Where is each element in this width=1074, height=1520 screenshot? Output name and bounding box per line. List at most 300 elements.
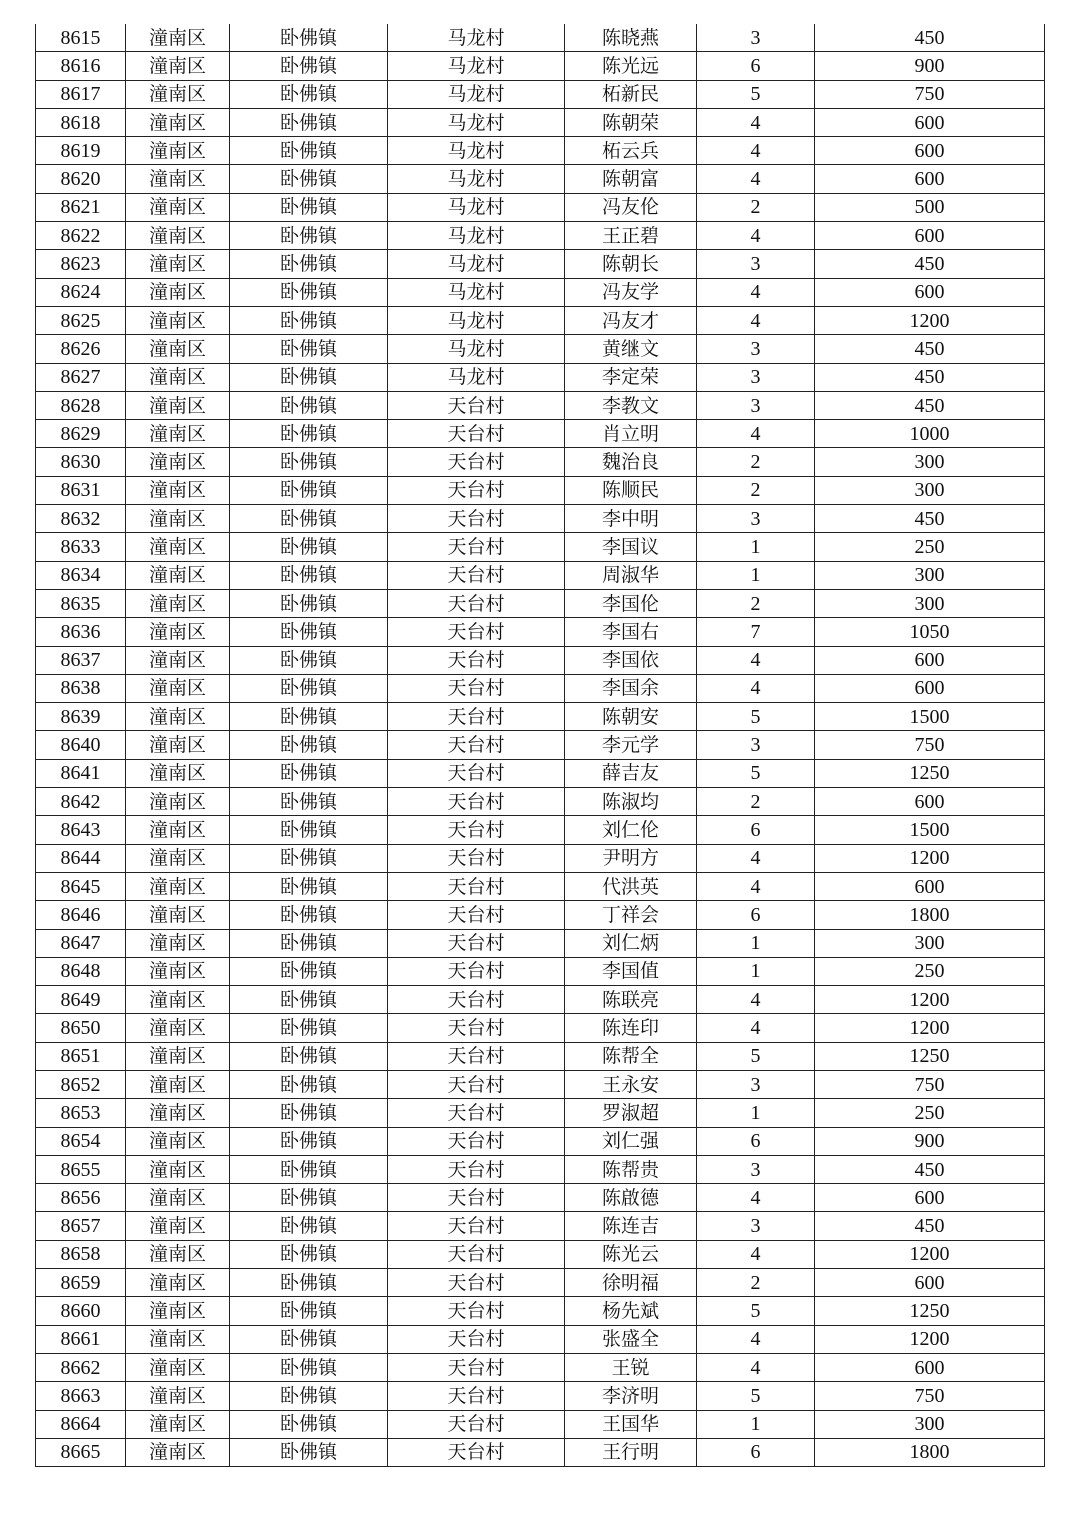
village-cell: 马龙村	[388, 306, 565, 334]
district-cell: 潼南区	[126, 1042, 230, 1070]
village-cell: 天台村	[388, 1240, 565, 1268]
serial-number-cell: 8649	[36, 986, 126, 1014]
household-size-cell: 1	[697, 533, 815, 561]
name-cell: 刘仁伦	[565, 816, 697, 844]
district-cell: 潼南区	[126, 1240, 230, 1268]
district-cell: 潼南区	[126, 872, 230, 900]
amount-cell: 1200	[815, 1325, 1045, 1353]
town-cell: 卧佛镇	[230, 674, 388, 702]
district-cell: 潼南区	[126, 278, 230, 306]
amount-cell: 450	[815, 250, 1045, 278]
village-cell: 天台村	[388, 1155, 565, 1183]
village-cell: 马龙村	[388, 108, 565, 136]
name-cell: 李国议	[565, 533, 697, 561]
household-size-cell: 5	[697, 759, 815, 787]
district-cell: 潼南区	[126, 986, 230, 1014]
table-row	[36, 929, 1045, 957]
name-cell: 王永安	[565, 1070, 697, 1098]
town-cell: 卧佛镇	[230, 476, 388, 504]
village-cell: 天台村	[388, 476, 565, 504]
household-size-cell: 1	[697, 957, 815, 985]
name-cell: 罗淑超	[565, 1099, 697, 1127]
serial-number-cell: 8630	[36, 448, 126, 476]
name-cell: 李国依	[565, 646, 697, 674]
town-cell: 卧佛镇	[230, 929, 388, 957]
name-cell: 陈朝荣	[565, 108, 697, 136]
table-row	[36, 1297, 1045, 1325]
serial-number-cell: 8623	[36, 250, 126, 278]
household-size-cell: 2	[697, 448, 815, 476]
household-size-cell: 2	[697, 193, 815, 221]
town-cell: 卧佛镇	[230, 872, 388, 900]
household-size-cell: 4	[697, 1184, 815, 1212]
serial-number-cell: 8636	[36, 618, 126, 646]
table-row	[36, 872, 1045, 900]
amount-cell: 1200	[815, 844, 1045, 872]
district-cell: 潼南区	[126, 1297, 230, 1325]
village-cell: 天台村	[388, 759, 565, 787]
amount-cell: 300	[815, 1410, 1045, 1438]
table-row	[36, 108, 1045, 136]
household-size-cell: 4	[697, 986, 815, 1014]
village-cell: 天台村	[388, 1212, 565, 1240]
amount-cell: 600	[815, 1269, 1045, 1297]
table-row	[36, 618, 1045, 646]
village-cell: 天台村	[388, 1382, 565, 1410]
amount-cell: 1000	[815, 420, 1045, 448]
serial-number-cell: 8645	[36, 872, 126, 900]
serial-number-cell: 8629	[36, 420, 126, 448]
town-cell: 卧佛镇	[230, 1297, 388, 1325]
serial-number-cell: 8643	[36, 816, 126, 844]
village-cell: 马龙村	[388, 278, 565, 306]
household-size-cell: 3	[697, 1070, 815, 1098]
district-cell: 潼南区	[126, 1184, 230, 1212]
household-size-cell: 6	[697, 1127, 815, 1155]
serial-number-cell: 8652	[36, 1070, 126, 1098]
amount-cell: 600	[815, 1353, 1045, 1381]
table-row	[36, 335, 1045, 363]
name-cell: 代洪英	[565, 872, 697, 900]
amount-cell: 1200	[815, 1240, 1045, 1268]
amount-cell: 1250	[815, 1042, 1045, 1070]
village-cell: 天台村	[388, 448, 565, 476]
table-row	[36, 986, 1045, 1014]
table-row	[36, 1410, 1045, 1438]
serial-number-cell: 8644	[36, 844, 126, 872]
town-cell: 卧佛镇	[230, 80, 388, 108]
amount-cell: 600	[815, 872, 1045, 900]
name-cell: 李国右	[565, 618, 697, 646]
table-row	[36, 1382, 1045, 1410]
amount-cell: 600	[815, 222, 1045, 250]
name-cell: 冯友学	[565, 278, 697, 306]
town-cell: 卧佛镇	[230, 250, 388, 278]
village-cell: 天台村	[388, 929, 565, 957]
village-cell: 天台村	[388, 957, 565, 985]
household-size-cell: 7	[697, 618, 815, 646]
village-cell: 天台村	[388, 674, 565, 702]
name-cell: 李国伦	[565, 589, 697, 617]
village-cell: 天台村	[388, 872, 565, 900]
town-cell: 卧佛镇	[230, 278, 388, 306]
table-row	[36, 1353, 1045, 1381]
district-cell: 潼南区	[126, 363, 230, 391]
table-row	[36, 589, 1045, 617]
town-cell: 卧佛镇	[230, 844, 388, 872]
name-cell: 李中明	[565, 505, 697, 533]
household-size-cell: 4	[697, 165, 815, 193]
district-cell: 潼南区	[126, 108, 230, 136]
amount-cell: 1500	[815, 816, 1045, 844]
village-cell: 天台村	[388, 505, 565, 533]
table-row	[36, 222, 1045, 250]
amount-cell: 600	[815, 137, 1045, 165]
village-cell: 天台村	[388, 731, 565, 759]
serial-number-cell: 8656	[36, 1184, 126, 1212]
table-row	[36, 165, 1045, 193]
district-cell: 潼南区	[126, 391, 230, 419]
household-size-cell: 4	[697, 306, 815, 334]
district-cell: 潼南区	[126, 505, 230, 533]
amount-cell: 450	[815, 24, 1045, 52]
village-cell: 天台村	[388, 986, 565, 1014]
table-row	[36, 533, 1045, 561]
household-size-cell: 5	[697, 1297, 815, 1325]
household-size-cell: 5	[697, 1382, 815, 1410]
village-cell: 天台村	[388, 420, 565, 448]
district-cell: 潼南区	[126, 561, 230, 589]
village-cell: 天台村	[388, 533, 565, 561]
amount-cell: 450	[815, 363, 1045, 391]
district-cell: 潼南区	[126, 1382, 230, 1410]
amount-cell: 1200	[815, 986, 1045, 1014]
town-cell: 卧佛镇	[230, 957, 388, 985]
name-cell: 陈朝长	[565, 250, 697, 278]
district-cell: 潼南区	[126, 929, 230, 957]
table-row	[36, 844, 1045, 872]
village-cell: 天台村	[388, 618, 565, 646]
village-cell: 天台村	[388, 1042, 565, 1070]
serial-number-cell: 8660	[36, 1297, 126, 1325]
village-cell: 天台村	[388, 1353, 565, 1381]
amount-cell: 600	[815, 788, 1045, 816]
amount-cell: 450	[815, 391, 1045, 419]
household-size-cell: 4	[697, 646, 815, 674]
serial-number-cell: 8664	[36, 1410, 126, 1438]
serial-number-cell: 8618	[36, 108, 126, 136]
amount-cell: 600	[815, 108, 1045, 136]
table-row	[36, 703, 1045, 731]
town-cell: 卧佛镇	[230, 1042, 388, 1070]
village-cell: 马龙村	[388, 250, 565, 278]
village-cell: 天台村	[388, 1438, 565, 1466]
serial-number-cell: 8619	[36, 137, 126, 165]
town-cell: 卧佛镇	[230, 618, 388, 646]
village-cell: 天台村	[388, 1070, 565, 1098]
serial-number-cell: 8625	[36, 306, 126, 334]
serial-number-cell: 8616	[36, 52, 126, 80]
serial-number-cell: 8646	[36, 901, 126, 929]
serial-number-cell: 8647	[36, 929, 126, 957]
serial-number-cell: 8634	[36, 561, 126, 589]
serial-number-cell: 8661	[36, 1325, 126, 1353]
town-cell: 卧佛镇	[230, 420, 388, 448]
town-cell: 卧佛镇	[230, 222, 388, 250]
village-cell: 天台村	[388, 816, 565, 844]
amount-cell: 1200	[815, 306, 1045, 334]
village-cell: 马龙村	[388, 363, 565, 391]
name-cell: 陈连印	[565, 1014, 697, 1042]
amount-cell: 1500	[815, 703, 1045, 731]
village-cell: 天台村	[388, 589, 565, 617]
name-cell: 陈顺民	[565, 476, 697, 504]
household-size-cell: 4	[697, 872, 815, 900]
amount-cell: 1250	[815, 1297, 1045, 1325]
name-cell: 黄继文	[565, 335, 697, 363]
serial-number-cell: 8642	[36, 788, 126, 816]
table-row	[36, 448, 1045, 476]
table-row	[36, 1240, 1045, 1268]
table-row	[36, 505, 1045, 533]
district-cell: 潼南区	[126, 788, 230, 816]
town-cell: 卧佛镇	[230, 391, 388, 419]
district-cell: 潼南区	[126, 901, 230, 929]
table-row	[36, 1212, 1045, 1240]
amount-cell: 600	[815, 165, 1045, 193]
town-cell: 卧佛镇	[230, 1438, 388, 1466]
district-cell: 潼南区	[126, 1212, 230, 1240]
serial-number-cell: 8639	[36, 703, 126, 731]
district-cell: 潼南区	[126, 1410, 230, 1438]
village-cell: 马龙村	[388, 335, 565, 363]
town-cell: 卧佛镇	[230, 731, 388, 759]
amount-cell: 300	[815, 448, 1045, 476]
district-cell: 潼南区	[126, 674, 230, 702]
town-cell: 卧佛镇	[230, 165, 388, 193]
name-cell: 陈啟德	[565, 1184, 697, 1212]
household-size-cell: 1	[697, 561, 815, 589]
name-cell: 魏治良	[565, 448, 697, 476]
name-cell: 周淑华	[565, 561, 697, 589]
district-cell: 潼南区	[126, 1325, 230, 1353]
household-size-cell: 1	[697, 1099, 815, 1127]
household-size-cell: 3	[697, 335, 815, 363]
table-row	[36, 561, 1045, 589]
serial-number-cell: 8658	[36, 1240, 126, 1268]
roster-body	[36, 24, 1045, 1467]
name-cell: 丁祥会	[565, 901, 697, 929]
household-size-cell: 4	[697, 1240, 815, 1268]
serial-number-cell: 8633	[36, 533, 126, 561]
district-cell: 潼南区	[126, 533, 230, 561]
serial-number-cell: 8626	[36, 335, 126, 363]
town-cell: 卧佛镇	[230, 306, 388, 334]
village-cell: 天台村	[388, 646, 565, 674]
town-cell: 卧佛镇	[230, 1325, 388, 1353]
amount-cell: 600	[815, 1184, 1045, 1212]
household-size-cell: 3	[697, 391, 815, 419]
district-cell: 潼南区	[126, 1014, 230, 1042]
name-cell: 李国余	[565, 674, 697, 702]
town-cell: 卧佛镇	[230, 1127, 388, 1155]
village-cell: 天台村	[388, 1269, 565, 1297]
village-cell: 马龙村	[388, 80, 565, 108]
district-cell: 潼南区	[126, 335, 230, 363]
table-row	[36, 1325, 1045, 1353]
table-row	[36, 420, 1045, 448]
household-size-cell: 6	[697, 1438, 815, 1466]
household-size-cell: 4	[697, 674, 815, 702]
household-size-cell: 1	[697, 1410, 815, 1438]
name-cell: 王行明	[565, 1438, 697, 1466]
district-cell: 潼南区	[126, 222, 230, 250]
district-cell: 潼南区	[126, 618, 230, 646]
amount-cell: 900	[815, 1127, 1045, 1155]
village-cell: 天台村	[388, 391, 565, 419]
name-cell: 冯友伦	[565, 193, 697, 221]
town-cell: 卧佛镇	[230, 759, 388, 787]
village-cell: 天台村	[388, 788, 565, 816]
amount-cell: 600	[815, 646, 1045, 674]
town-cell: 卧佛镇	[230, 646, 388, 674]
district-cell: 潼南区	[126, 1070, 230, 1098]
village-cell: 马龙村	[388, 165, 565, 193]
village-cell: 天台村	[388, 1410, 565, 1438]
name-cell: 陈光远	[565, 52, 697, 80]
household-size-cell: 6	[697, 901, 815, 929]
table-row	[36, 52, 1045, 80]
district-cell: 潼南区	[126, 250, 230, 278]
district-cell: 潼南区	[126, 957, 230, 985]
amount-cell: 600	[815, 674, 1045, 702]
name-cell: 王锐	[565, 1353, 697, 1381]
name-cell: 尹明方	[565, 844, 697, 872]
amount-cell: 750	[815, 731, 1045, 759]
name-cell: 陈淑均	[565, 788, 697, 816]
serial-number-cell: 8655	[36, 1155, 126, 1183]
serial-number-cell: 8628	[36, 391, 126, 419]
table-row	[36, 24, 1045, 52]
serial-number-cell: 8622	[36, 222, 126, 250]
table-row	[36, 1099, 1045, 1127]
village-cell: 马龙村	[388, 222, 565, 250]
name-cell: 柘云兵	[565, 137, 697, 165]
household-size-cell: 2	[697, 1269, 815, 1297]
amount-cell: 750	[815, 1070, 1045, 1098]
village-cell: 天台村	[388, 1297, 565, 1325]
name-cell: 肖立明	[565, 420, 697, 448]
amount-cell: 300	[815, 476, 1045, 504]
village-cell: 马龙村	[388, 193, 565, 221]
village-cell: 天台村	[388, 561, 565, 589]
table-row	[36, 759, 1045, 787]
household-size-cell: 4	[697, 420, 815, 448]
district-cell: 潼南区	[126, 731, 230, 759]
serial-number-cell: 8665	[36, 1438, 126, 1466]
town-cell: 卧佛镇	[230, 448, 388, 476]
town-cell: 卧佛镇	[230, 1212, 388, 1240]
name-cell: 陈朝富	[565, 165, 697, 193]
amount-cell: 750	[815, 80, 1045, 108]
amount-cell: 250	[815, 533, 1045, 561]
table-row	[36, 957, 1045, 985]
town-cell: 卧佛镇	[230, 1099, 388, 1127]
household-size-cell: 4	[697, 222, 815, 250]
serial-number-cell: 8659	[36, 1269, 126, 1297]
town-cell: 卧佛镇	[230, 1410, 388, 1438]
serial-number-cell: 8637	[36, 646, 126, 674]
serial-number-cell: 8615	[36, 24, 126, 52]
serial-number-cell: 8635	[36, 589, 126, 617]
household-size-cell: 3	[697, 1212, 815, 1240]
town-cell: 卧佛镇	[230, 561, 388, 589]
serial-number-cell: 8621	[36, 193, 126, 221]
amount-cell: 450	[815, 1155, 1045, 1183]
table-row	[36, 1014, 1045, 1042]
name-cell: 柘新民	[565, 80, 697, 108]
district-cell: 潼南区	[126, 1353, 230, 1381]
district-cell: 潼南区	[126, 589, 230, 617]
household-size-cell: 2	[697, 476, 815, 504]
town-cell: 卧佛镇	[230, 788, 388, 816]
serial-number-cell: 8663	[36, 1382, 126, 1410]
name-cell: 陈帮贵	[565, 1155, 697, 1183]
household-size-cell: 4	[697, 278, 815, 306]
town-cell: 卧佛镇	[230, 1382, 388, 1410]
household-size-cell: 6	[697, 52, 815, 80]
amount-cell: 900	[815, 52, 1045, 80]
household-size-cell: 5	[697, 1042, 815, 1070]
table-row	[36, 646, 1045, 674]
serial-number-cell: 8627	[36, 363, 126, 391]
district-cell: 潼南区	[126, 759, 230, 787]
table-row	[36, 1155, 1045, 1183]
village-cell: 马龙村	[388, 52, 565, 80]
village-cell: 马龙村	[388, 24, 565, 52]
name-cell: 陈晓燕	[565, 24, 697, 52]
name-cell: 陈帮全	[565, 1042, 697, 1070]
district-cell: 潼南区	[126, 816, 230, 844]
serial-number-cell: 8657	[36, 1212, 126, 1240]
table-row	[36, 476, 1045, 504]
district-cell: 潼南区	[126, 306, 230, 334]
serial-number-cell: 8653	[36, 1099, 126, 1127]
amount-cell: 750	[815, 1382, 1045, 1410]
household-size-cell: 2	[697, 788, 815, 816]
district-cell: 潼南区	[126, 420, 230, 448]
district-cell: 潼南区	[126, 1155, 230, 1183]
village-cell: 天台村	[388, 1325, 565, 1353]
table-row	[36, 1269, 1045, 1297]
town-cell: 卧佛镇	[230, 703, 388, 731]
town-cell: 卧佛镇	[230, 24, 388, 52]
town-cell: 卧佛镇	[230, 986, 388, 1014]
amount-cell: 300	[815, 589, 1045, 617]
district-cell: 潼南区	[126, 52, 230, 80]
household-size-cell: 4	[697, 1014, 815, 1042]
name-cell: 张盛全	[565, 1325, 697, 1353]
village-cell: 天台村	[388, 1184, 565, 1212]
table-row	[36, 278, 1045, 306]
name-cell: 陈光云	[565, 1240, 697, 1268]
serial-number-cell: 8631	[36, 476, 126, 504]
amount-cell: 450	[815, 505, 1045, 533]
serial-number-cell: 8662	[36, 1353, 126, 1381]
name-cell: 薛吉友	[565, 759, 697, 787]
village-cell: 天台村	[388, 1127, 565, 1155]
town-cell: 卧佛镇	[230, 335, 388, 363]
